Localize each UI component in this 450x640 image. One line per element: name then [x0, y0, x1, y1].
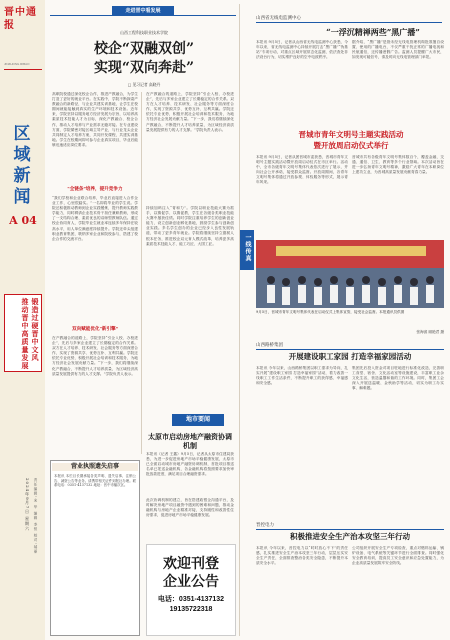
page-number: A 04: [9, 214, 37, 227]
article1-col2: “我们学校和企业联合培养，毕业后直接进入合作企业工作，心里很踏实。”一名即将毕业的学生说。学院还积极推动教师到企业实践锻炼，提升教师实践教学能力，同时聘请企业技术骨干担任兼职教师，形成了一支结构合理、素质优良的双师型教师队伍。通过校企协同育人，学院毕业生就业率连续多年保持在较高水平，用人单位满意度持续提升。学院还牵头组建职业教育集团，吸纳多家企业和院校参与，搭建了校企合作的交流平台。: [52, 196, 138, 241]
promo-phone-2: 19135722318: [169, 606, 213, 613]
r2-body-b: 集团先后投入资金对项目驻地进行标准化改造，完善职工食堂、宿舍、文化活动室等设施建设，丰富职工业余文化生活，营造温馨和谐的工作环境。同时，集团工会深入开展送温暖、金秋助学等活动，切实为职工办实事、解难题。: [352, 366, 444, 391]
r3-section: 晋控电力: [256, 522, 444, 530]
article1-col4: 持续加码注入“青和力”。学院以职业技能大赛为抓手，以赛促学、以赛促教，学生在各级各类职业技能大赛中屡获佳绩。同时学院注重培养学生的创新创业能力，设立创新创业孵化基地，鼓励学生参与创新创业实践。多名学生创办的企业已经步入良性发展轨道，带动了更多青年就业。学院将继续坚持立德树人根本任务，推进校企双元育人模式改革，培养更多高素质技术技能人才、能工巧匠、大国工匠。: [146, 206, 234, 246]
photo-caption: 9月5日，晋城市青年文明号集体代表在启动仪式上集体宣誓，接受社会监督。本报通讯员供图: [256, 310, 405, 314]
right-top-section: 山西省无线电监测中心: [256, 15, 442, 23]
article1-col3: 在产教融合的道路上，学院坚持“引企入校、办校进企”，先后与多家企业建立了长期稳定的合作关系。双方在人才培养、技术研发、社会服务等方面深度合作，实现了资源共享、优势互补、互利共赢。学院还依托专业优势，积极开展社会培训和技术服务，为地方经济社会发展贡献力量。“下一步，我们将继续深化产教融合，不断提升人才培养质量，为区域经济高质量发展提供有力的人才支撑。”学院负责人表示。: [52, 336, 138, 376]
right-top-title: “一浮沉精禅两些”黑广播”: [326, 27, 420, 37]
ad-body: 本报讯 本栏目长期承接各类声明、遗失启事、注销公告、减资公告等业务。请携带相关证件到报社办理。联系电话：0351-4137132 地址：晋中市榆次区。: [54, 474, 136, 488]
ad-title: 营业执照遗失启事: [52, 463, 138, 471]
article1-subhead-2: 双向赋能优化“新引擎”: [72, 326, 118, 331]
article1-title-1: 校企“双融双创”: [93, 41, 195, 57]
right-mid-title-1: 晋城市青年文明号主题实践活动: [298, 130, 404, 139]
promo-phone-label: 电话：: [157, 596, 179, 603]
date-line: 2024年9月7日 星期六: [25, 478, 30, 532]
right-mid-body-b: 晋城市共有各级青年文明号集体数百个，覆盖金融、交通、通信、卫生、教育等多个行业领域。本次活动旨在进一步弘扬青年文明号精神，激励广大青年在本职岗位上建功立业，为晋城高质量发展贡献青春力量。: [352, 155, 444, 175]
promo-line-1: 欢迎刊登: [163, 556, 219, 572]
masthead-divider: [4, 69, 42, 70]
news-section-label: 地市要闻: [185, 416, 210, 423]
article1-byline: □ 见习记者 高晓丹: [127, 82, 161, 87]
right-mid-body-a: 本报讯 9月5日，记者从团晋城市委获悉，晋城市青年文明号主题实践活动暨开放周启动仪式在市区举行。活动中，全市各级青年文明号集体代表依次进行了展示，并向社会公开承诺，接受群众监督。开放周期间，各青年文明号集体将通过开放参观、体验服务等形式，展示青年风采。: [256, 155, 348, 185]
news-body-b: 此次协调机制的建立，旨在搭建政银企沟通平台，及时解决房地产项目融资中遇到的困难和问题，推动金融机构与房地产企业精准对接，支持刚性和改善性住房需求，促进房地产市场平稳健康发展。: [146, 498, 234, 518]
right-top-body-b: 据介绍，“黑广播”是指未经无线电管理机构批准擅自设置、使用的广播电台，不仅严重干扰正常的广播电视和民航通信，还传播虚假广告。监测人员提醒广大市民，如发现可疑信号，请及时向无线电管理部门举报。: [352, 40, 444, 60]
article1-title-2: 实现“双向奔赴”: [93, 60, 195, 76]
news-title: 太原市启动房地产融资协调机制: [148, 432, 232, 450]
section-label: 走进晋中看发展: [125, 8, 161, 14]
news-photo: [256, 240, 444, 308]
article1-col4a: 在产教融合的道路上，学院坚持“引企入校、办校进企”，先后与多家企业建立了长期稳定的合作关系。双方在人才培养、技术研发、社会服务等方面深度合作，实现了资源共享、优势互补、互利共赢。学院还依托专业优势，积极开展社会培训和技术服务，为地方经济社会发展贡献力量。“下一步，我们将继续深化产教融合，不断提升人才培养质量，为区域经济高质量发展提供有力的人才支撑。”学院负责人表示。: [146, 92, 234, 132]
r3-body-b: 公司组织开展安全生产专项检查，重点对燃料运输、锅炉设备、电气系统等关键环节进行全面排查。同时强化安全教育培训，提高员工安全意识和应急处置能力，为企业高质量发展筑牢安全防线。: [352, 546, 444, 566]
article1-kicker: 山西工程科技职业技术学院: [120, 30, 168, 35]
masthead-pinyin: JINZHONG RIBAO: [4, 62, 30, 66]
left-slogan: 锻造过硬晋中文风 推动晋中高质量发展: [21, 298, 40, 370]
right-blue-tag: 一线传真: [244, 234, 251, 262]
promo-phone-row: [148, 594, 234, 604]
masthead-logo: 晋中通报: [4, 7, 37, 31]
right-divider: [239, 4, 240, 636]
r2-body-a: 本报讯 今年以来，山西路桥集团以职工需求为导向，扎实开展“建设职工家园 打造幸福家园”活动，着力改善一线职工工作生活条件，不断提升职工的获得感、幸福感和安全感。: [256, 366, 348, 386]
section-title: 区域新闻: [13, 124, 31, 207]
editor-line: 责任编辑:宋 华 编辑 李恒 校对:郝丽: [34, 478, 38, 554]
right-top-body-a: 本报讯 9月5日，记者从山西省无线电监测中心获悉，今年以来，省无线电监测中心持续开展打击“黑广播”“伪基站”专项行动，对重点区域开展常态化监测，依法查处非法设台行为，切实维护良好的空中电波秩序。: [256, 40, 348, 60]
photo-credit: 张海滨 顾艳君 摄: [416, 330, 444, 334]
right-mid-title-2: 暨开放周启动仪式举行: [313, 141, 389, 150]
r3-body-a: 本报讯 今年以来，晋控电力以“时时放心不下”的责任感，扎实推进安全生产治本攻坚三年行动，层层压实安全生产责任，全面排查整治各类安全隐患，不断提升本质安全水平。: [256, 546, 348, 566]
promo-phone-1: 0351-4137132: [178, 596, 225, 603]
r2-section: 山西路桥集团: [256, 342, 444, 350]
r3-title: 积极推进安全生产治本攻坚三年行动: [290, 532, 410, 541]
article1-col1: 高职院校通过深化校企合作，推进产教融合，为学生打造了更好的就业平台。在实践中，学院不断探索产教融合的新路径，与企业共建实训基地，让学生在校期间就能接触到真实的生产环境和技术设备。近年来，学院坚持以服务地方经济发展为宗旨，以培养高素质技术技能人才为目标，深化产教融合、校企合作，推动人才培养与产业需求无缝对接。在专业建设方面，学院紧密对接区域主导产业，与行业龙头企业共同制定人才培养方案，共同开发课程，共建实训基地。学生在校期间即可参与企业真实项目，毕业后能够迅速适应岗位要求。: [52, 92, 138, 147]
article-divider: [141, 92, 142, 454]
promo-line-2: 企业公告: [163, 574, 219, 590]
r2-title: 开展建设职工家园 打造幸福家园活动: [288, 352, 412, 361]
news-body-a: 本报讯（记者 王鑫）9月5日，记者从太原市住建局获悉，为进一步促进房地产市场平稳健康发展，太原市已全面启动城市房地产融资协调机制，首批项目推送名单已报送金融机构，各金融机构将按照要求加快审批放款进度，满足项目合理融资需求。: [146, 452, 234, 477]
article1-subhead-1: “全链条”培养，提升竞争力: [67, 186, 123, 191]
